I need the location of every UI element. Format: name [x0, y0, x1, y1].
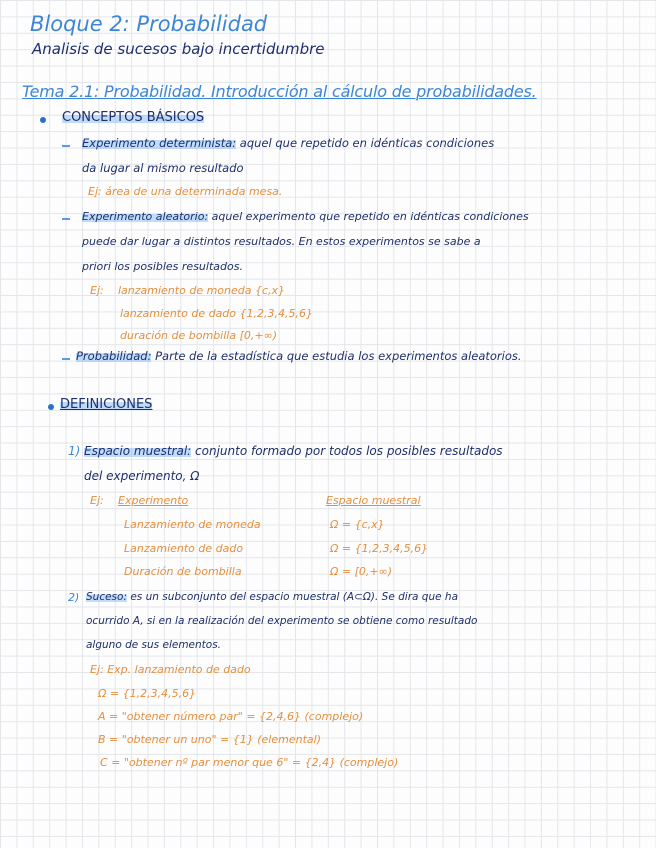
espacio-row-3-exp: Duración de bombilla: [124, 565, 242, 578]
espacio-ej-label: Ej:: [90, 494, 104, 507]
espacio-col-espacio: Espacio muestral: [326, 494, 421, 507]
espacio-row-1-space: Ω = {c,x}: [330, 518, 385, 531]
suceso-def-3: alguno de sus elementos.: [86, 639, 222, 651]
probabilidad-def: Parte de la estadística que estudia los experimentos aleatorios.: [155, 349, 522, 363]
aleatorio-line: [82, 211, 529, 222]
probabilidad-line: [76, 351, 522, 363]
probabilidad-term: Probabilidad:: [76, 349, 152, 363]
determinista-def-2: da lugar al mismo resultado: [82, 161, 244, 175]
aleatorio-def-1: aquel experimento que repetido en idénticas condiciones: [211, 210, 529, 223]
suceso-example: Ej: Exp. lanzamiento de dado: [90, 663, 251, 676]
aleatorio-def-3: priori los posibles resultados.: [82, 260, 243, 273]
aleatorio-ej-1: lanzamiento de moneda {c,x}: [118, 284, 286, 297]
aleatorio-ej-label: Ej:: [90, 284, 104, 297]
suceso-term: Suceso:: [86, 591, 127, 603]
suceso-def-2: ocurrido A, si en la realización del experimento se obtiene como resultado: [86, 615, 478, 627]
bloque-title: Bloque 2: Probabilidad: [30, 12, 268, 36]
determinista-line: [82, 138, 494, 150]
conceptos-heading: CONCEPTOS BÁSICOS: [62, 110, 205, 125]
espacio-def-1: conjunto formado por todos los posibles resultados: [195, 444, 503, 458]
espacio-term: Espacio muestral:: [84, 444, 192, 458]
dash-probabilidad: [62, 358, 70, 360]
suceso-number: 2): [68, 591, 80, 604]
espacio-row-2-space: Ω = {1,2,3,4,5,6}: [330, 542, 429, 555]
aleatorio-ej-2: lanzamiento de dado {1,2,3,4,5,6}: [120, 307, 313, 320]
suceso-def-1: es un subconjunto del espacio muestral (A⊂Ω). Se dira que ha: [130, 591, 459, 603]
bullet-definiciones: [48, 404, 54, 410]
bloque-subtitle: Analisis de sucesos bajo incertidumbre: [32, 40, 325, 58]
determinista-term: Experimento determinista:: [82, 136, 237, 150]
espacio-number: 1): [68, 444, 81, 458]
dash-determinista: [62, 145, 70, 147]
aleatorio-def-2: puede dar lugar a distintos resultados. En estos experimentos se sabe a: [82, 235, 481, 248]
bullet-conceptos: [40, 117, 46, 123]
espacio-row-1-exp: Lanzamiento de moneda: [124, 518, 261, 531]
espacio-row-2-exp: Lanzamiento de dado: [124, 542, 244, 555]
espacio-def-2: del experimento, Ω: [84, 469, 200, 483]
definiciones-heading: DEFINICIONES: [60, 397, 153, 412]
suceso-b: B = "obtener un uno" = {1} (elemental): [98, 733, 321, 746]
suceso-a: A = "obtener número par" = {2,4,6} (complejo): [98, 710, 364, 723]
tema-title: Tema 2.1: Probabilidad. Introducción al cálculo de probabilidades.: [22, 82, 537, 101]
determinista-example: Ej: área de una determinada mesa.: [88, 185, 283, 198]
suceso-c: C = "obtener nº par menor que 6" = {2,4} (complejo): [100, 756, 399, 769]
aleatorio-ej-3: duración de bombilla [0,+∞): [120, 329, 278, 342]
espacio-col-experimento: Experimento: [118, 494, 189, 507]
dash-aleatorio: [62, 218, 70, 220]
suceso-line: [86, 592, 458, 603]
determinista-def-1: aquel que repetido en idénticas condiciones: [239, 136, 495, 150]
aleatorio-term: Experimento aleatorio:: [82, 210, 209, 223]
espacio-row-3-space: Ω = [0,+∞): [330, 565, 393, 578]
suceso-omega: Ω = {1,2,3,4,5,6}: [98, 687, 197, 700]
espacio-line: [84, 445, 503, 457]
